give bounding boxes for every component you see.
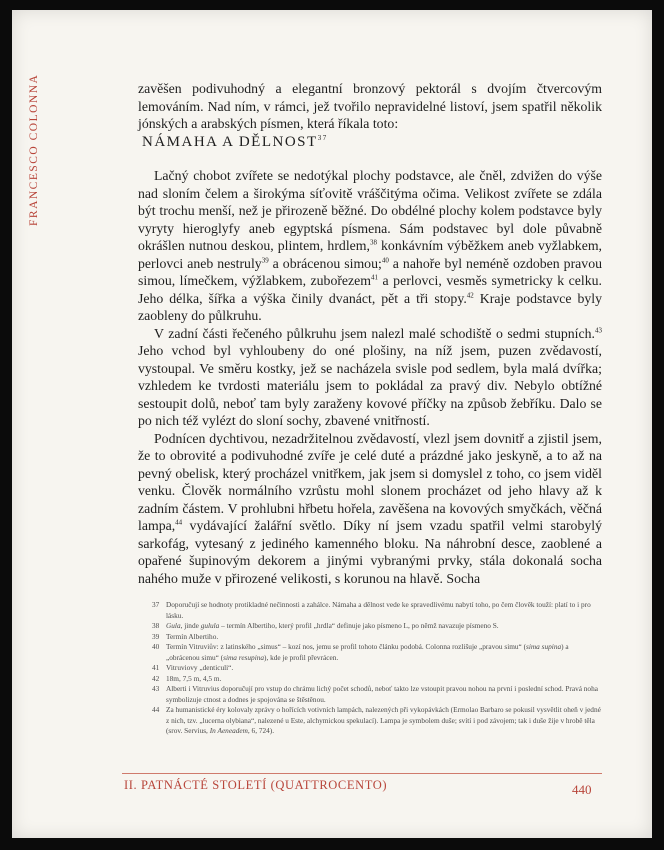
footer-divider (122, 773, 602, 774)
italic-term: sima supina (526, 642, 562, 651)
paragraph-1: zavěšen podivuhodný a elegantní bronzový pektorál s dvojím čtvercovým lemováním. Nad ním, v rámci, jež tvořilo nepravidelné listoví, jsem spatřil několik jónských a arabských písmen, která říkala toto: (138, 81, 602, 131)
footnote-ref: 44 (175, 518, 183, 527)
text-run: 18m, 7,5 m, 4,5 m. (166, 673, 222, 683)
footnotes (152, 600, 602, 737)
heading-text: NÁMAHA A DĚLNOST (142, 133, 318, 150)
text-run: Vitruviovy „denticuli“. (166, 663, 234, 672)
footnote (152, 642, 602, 663)
text-run: V zadní části řečeného půlkruhu jsem nalezl malé schodiště o sedmi stupních. (154, 325, 595, 341)
footnote (152, 674, 602, 685)
footnote-text (166, 684, 602, 705)
heading-footnote-ref: 37 (317, 133, 328, 142)
footnote-text (166, 674, 602, 685)
italic-term: In Aeneadem (209, 726, 248, 735)
footnote-text (166, 632, 602, 643)
text-run: , jinde (180, 621, 201, 630)
footnote-number: 43 (152, 684, 160, 693)
page-number: 440 (572, 782, 592, 797)
footnote-number: 38 (152, 621, 160, 630)
footnote-text (166, 663, 602, 674)
footnote (152, 632, 602, 643)
paragraph-4 (138, 430, 602, 588)
footnote-number: 44 (152, 705, 160, 714)
paragraph-2 (138, 167, 602, 325)
text-run: ) a „obrácenou simu“ ( (166, 642, 569, 662)
running-title: FRANCESCO COLONNA (28, 73, 40, 226)
text-run: a perlovci, vesměs symetricky k celku. Jeho délka, šířka a výška činily dvanáct, pět a tři stopy. (138, 273, 602, 306)
footnote-text (166, 600, 602, 621)
text-run: – termín Albertiho, který profil „hrdla“ definuje jako písmeno L, po němž navazuje písmeno S. (219, 621, 499, 630)
footnote-text (166, 705, 602, 737)
text-run: Jeho vchod byl vyhloubeny do oné plošiny, na níž jsem, puzen zvědavostí, vystoupal. Ve směru kostky, jež se nacházela svisle pod sedlem, byla malá dvířka; vzhledem ke tvrdosti materiálu jsem to pokládal za pravý div. Nebylo obtížné sestoupit dolů, neboť tam byly zaraženy kovové příčky na způsob žebříku. Dalo se po nich též vylézt do sloní sochy, zbavené vnitřností. (138, 343, 602, 428)
footnote-ref: 38 (369, 238, 377, 247)
text-run: Doporučují se hodnoty protikladné nečinnosti a zahálce. Námaha a dělnost vede ke spravedlivému nabytí toho, po čem člověk touží: platí to i pro lásku. (166, 600, 591, 620)
section-title: II. PATNÁCTÉ STOLETÍ (QUATTROCENTO) (124, 778, 388, 792)
footnote-number: 37 (152, 600, 160, 609)
italic-term: gulula (200, 621, 220, 630)
footnote (152, 684, 602, 705)
footnote (152, 600, 602, 621)
text-run: a nahoře byl neméně ozdoben pravou simou, límečkem, výžlabkem, zubořezem (138, 255, 602, 288)
footnote-text (166, 642, 602, 663)
footnote-ref: 39 (261, 255, 269, 264)
italic-term: sima resupina (223, 652, 265, 662)
text-run: a obrácenou simou; (268, 255, 382, 271)
footnote (152, 663, 602, 674)
text-run: Termín Vitruviův: z latinského „simus“ – kozí nos, jemu se profil tohoto článku podobá. Colonna rozlišuje „pravou simu“ ( (166, 642, 527, 651)
footnote-ref: 40 (381, 255, 389, 264)
text-run: Termín Albertiho. (166, 631, 219, 641)
main-text (138, 80, 602, 587)
paragraph-3 (138, 325, 602, 430)
footnote-number: 40 (152, 642, 160, 651)
inscription-heading (138, 134, 602, 152)
footnote-number: 41 (152, 663, 160, 672)
text-run: Alberti i Vitruvius doporučují pro vstup do chrámu lichý počet schodů, neboť takto lze vstoupit pravou nohou na první i poslední schod. Pravá noha symbolizuje ctnost a dodnes je spojována se štěstěnou. (166, 684, 598, 704)
text-run: vydávající žalářní světlo. Díky ní jsem vzadu spatřil velmi starobylý sarkofág, vytesaný z jediného kamenného bloku. Na náhrobní desce, zaoblené a opařené šupinovým dekorem a jinými vybranými prvky, stála dokonalá socha nahého muže v přirozené velikosti, s korunou na hlavě. Socha (138, 518, 602, 586)
footnote-ref: 41 (371, 273, 379, 282)
text-run: Lačný chobot zvířete se nedotýkal plochy podstavce, ale čněl, zdvižen do výše nad sloním čelem a širokýma síťovitě vráščitýma očima. Velikost zvířete se zdála být trochu menší, než je přirozeně běžné. Do obdélné plochy kolem podstavce byly vyryty hieroglyfy aneb egyptská písmena. Sám podstavec byl dole půvabně okrášlen nutnou deskou, plintem, hrdlem, (138, 168, 602, 253)
footnote-number: 42 (152, 673, 160, 683)
text-run: , 6, 724). (247, 726, 275, 735)
italic-term: Gula (166, 621, 181, 630)
footnote-ref: 43 (595, 325, 602, 334)
text-run: Podnícen dychtivou, nezadržitelnou zvědavostí, vlezl jsem dovnitř a zjistil jsem, že to obrovité a podivuhodné zvíře je celé duté a prázdné jako jeskyně, a to až na pevný obelisk, který procházel vnitřkem, jak jsem si domyslel z toho, co jsem viděl venku. Člověk normálního vzrůstu mohl slonem procházet od jeho hlavy až k zadním částem. V prohlubni hřbetu hořela, zavěšena na kovových smyčkách, věčná lampa, (138, 430, 602, 533)
text-run: Kraje podstavce byly zaobleny do půlkruhu. (138, 290, 603, 323)
footnote-number: 39 (152, 631, 160, 641)
footnote (152, 621, 602, 632)
book-page (12, 10, 652, 838)
footnote-text (166, 621, 602, 632)
footnote (152, 705, 602, 737)
footnote-ref: 42 (466, 290, 474, 299)
text-run: ), kde je profil převrácen. (264, 652, 339, 662)
text-run: konkávním výběžkem aneb vyžlabkem, perlovci aneb nestruly (138, 238, 602, 271)
text-run: Za humanistické éry kolovaly zprávy o hořících votivních lampách, nalezených při vykopávkách (Ermolao Barbaro se pokusil vysvětlit oheň v jedné z nich, tzv. „lucerna olybiana“, nalezené u Este, alchymickou spekulací). Lampa je symbolem duše; svítí i pod závojem; tak i duše žije v hrobě těla (srov. Servius, (166, 705, 601, 735)
